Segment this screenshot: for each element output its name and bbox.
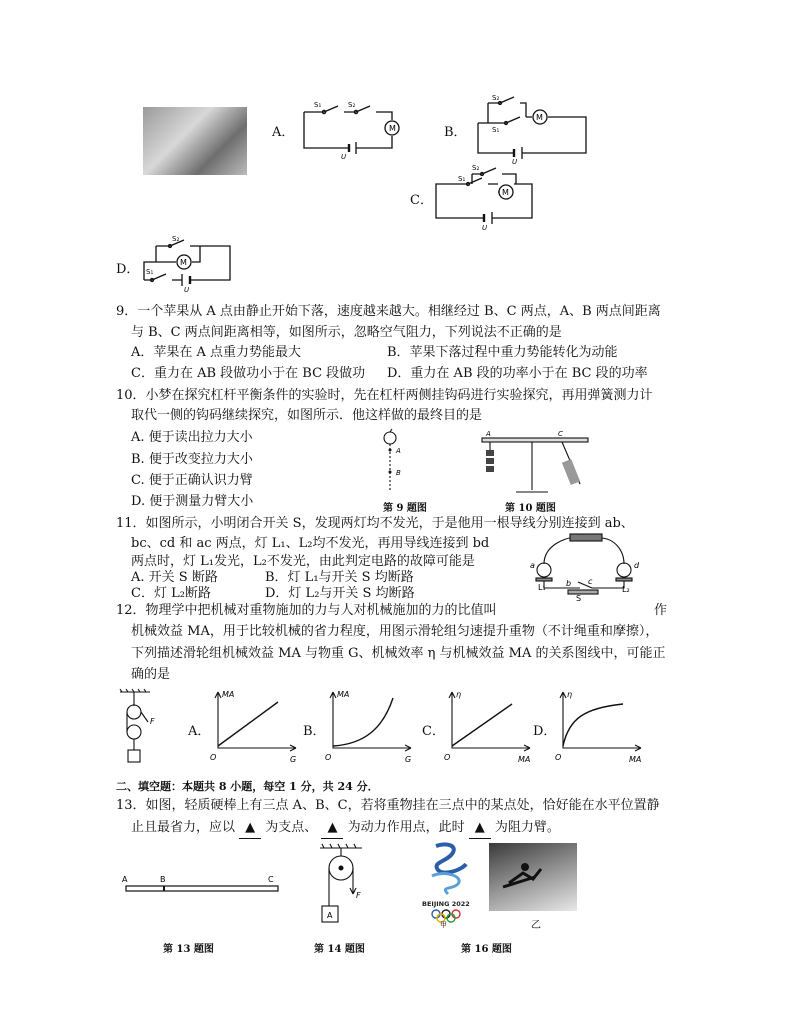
q8-circuit-d [136,232,236,292]
q10-line1: 10．小梦在探究杠杆平衡条件的实验时，先在杠杆两侧挂钩码进行实验探究，再用弹簧测力计 [116,388,653,403]
q13-text-b: 为支点、 [265,820,318,835]
q12-graph-a [210,688,302,768]
scooter-photo [143,107,247,175]
q12-graph-b-axes [330,692,411,751]
q12-graph-d-origin: O [555,753,562,762]
q9-line1: 9．一个苹果从 A 点由静止开始下落，速度越来越大。相继经过 B、C 两点，A、B 两点间距离 [116,304,661,319]
q8-s1-d: S₁ [146,268,154,276]
q8-u-a: U [341,153,347,160]
q12-graph-b-xlabel: G [405,755,412,764]
q8-circuit-a [298,98,408,160]
q11-point-a: a [530,561,535,570]
q11-line3: 两点时，灯 L₁发光，L₂不发光，由此判定电路的故障可能是 [131,554,475,569]
q11-line1: 11．如图所示，小明闭合开关 S，发现两灯均不发光，于是他用一根导线分别连接到 ab、 [116,516,634,531]
q8-circuit-b [470,93,590,165]
q11-option-c: C．灯 L₂断路 [131,586,211,601]
q8-option-d-label: D． [116,262,140,277]
q9-line2: 与 B、C 两点间距离相等，如图所示，忽略空气阻力，下列说法不正确的是 [131,325,562,340]
q12-option-b-label: B． [303,724,326,739]
q8-s1-b: S₁ [492,126,500,134]
beijing-2022-emblem [418,840,482,928]
q8-s2-b: S₂ [492,94,500,102]
q11-point-d: d [634,561,640,570]
q12-graph-b-origin: O [325,753,332,762]
q8-u-c: U [482,224,488,232]
q8-circuit-c [432,162,562,232]
q13-blank-2[interactable]: ▲ [321,818,343,839]
q12-graph-d-xlabel: MA [629,755,642,764]
q10-line2: 取代一侧的钩码继续探究，如图所示．他这样做的最终目的是 [131,408,483,423]
q16-label-jia: 甲 [440,921,447,928]
q12-line1b: 作 [654,603,668,618]
q12-option-c-label: C． [422,724,445,739]
q13-line1: 13．如图，轻质硬棒上有三点 A、B、C，若将重物挂在三点中的某点处，恰好能在水平位置静 [116,798,660,813]
q13-text-a: 止且最省力，应以 [131,820,236,835]
q13-blank-3[interactable]: ▲ [469,818,491,839]
q12-graph-a-ylabel: MA [222,690,235,699]
q10-figure-caption: 第 10 题图 [505,503,556,514]
q9-figure-caption: 第 9 题图 [383,503,427,514]
q9-option-b: B．苹果下落过程中重力势能转化为动能 [387,345,618,360]
q8-option-a-label: A． [272,125,295,140]
q13-text-c: 为动力作用点，此时 [347,820,465,835]
q12-graph-a-curve [218,702,278,746]
q12-option-a-label: A． [188,724,211,739]
q12-pulley-figure [116,688,166,766]
q8-motor-a: M [389,124,396,133]
q12-option-d-label: D． [533,724,557,739]
q10-option-b: B. 便于改变拉力大小 [131,452,253,467]
q12-graph-a-xlabel: G [290,755,297,764]
q12-line3: 下列描述滑轮组机械效益 MA 与物重 G、机械效率 η 与机械效益 MA 的关系图线中，可能正 [131,646,666,661]
q8-s2-a: S₂ [348,101,356,109]
q9-figure [376,428,416,494]
q9-option-d: D．重力在 AB 段的功率小于在 BC 段的功率 [387,366,648,381]
q8-motor-b: M [536,113,543,122]
q12-graph-c-curve [452,704,512,746]
q12-graph-b-ylabel: MA [337,690,350,699]
q13-rod-figure [118,870,288,900]
q12-graph-c-ylabel: η [456,690,462,699]
q14-force-f: F [356,891,361,900]
q12-force-f: F [150,717,155,726]
q11-option-b: B．灯 L₁与开关 S 均断路 [265,570,414,585]
q10-figure [476,430,600,498]
q9-fig-b: B [396,469,401,477]
q10-fig-c: C [558,430,563,438]
q8-u-b: U [512,158,518,165]
q12-graph-a-origin: O [210,753,217,762]
q12-graph-c [444,688,536,768]
q9-option-a: A．苹果在 A 点重力势能最大 [131,345,302,360]
q12-graph-d-ylabel: η [567,690,573,699]
q11-s: S [576,594,582,602]
q13-point-b: B [160,875,166,884]
q13-blank-1[interactable]: ▲ [239,818,261,839]
q16-label-yi: 乙 [531,920,541,931]
q8-s2-d: S₂ [172,235,180,243]
q13-point-c: C [268,875,274,884]
q12-line1: 12．物理学中把机械对重物施加的力与人对机械施加的力的比值叫 [116,603,497,618]
q12-graph-b [325,688,417,768]
snowboarder-photo [489,843,577,911]
q11-point-b: b [566,579,572,588]
q12-line2: 机械效益 MA，用于比较机械的省力程度，用图示滑轮组匀速提升重物（不计绳重和摩擦）， [131,624,659,639]
q11-point-c: c [588,577,593,586]
q11-option-d: D．灯 L₂与开关 S 均断路 [265,586,415,601]
q11-l2: L₂ [622,585,630,594]
q12-graph-b-curve [333,698,393,746]
q8-option-c-label: C． [410,193,433,208]
q12-graph-c-xlabel: MA [518,755,531,764]
q14-pulley-figure [318,842,368,928]
q8-s1-a: S₁ [314,101,322,109]
q12-graph-a-axes [215,692,296,751]
q14-block-a: A [327,911,333,920]
q10-option-a: A. 便于读出拉力大小 [131,430,253,445]
q12-line4: 确的是 [131,667,171,682]
q13-figure-caption: 第 13 题图 [163,944,214,955]
q8-motor-d: M [180,258,187,267]
q12-graph-d [555,688,647,768]
q14-figure-caption: 第 14 题图 [314,944,365,955]
q10-option-c: C. 便于正确认识力臂 [131,473,253,488]
beijing-2022-text: BEIJING 2022 [422,900,470,908]
q10-option-d: D. 便于测量力臂大小 [131,494,254,509]
q12-graph-c-axes [449,692,530,751]
q12-graph-d-axes [560,692,641,751]
q11-l1: L₁ [538,583,546,592]
q9-option-c: C．重力在 AB 段做功小于在 BC 段做功 [131,366,366,381]
q11-line2: bc、cd 和 ac 两点，灯 L₁、L₂均不发光，再用导线连接到 bd [131,536,490,551]
q11-option-a: A. 开关 S 断路 [131,570,218,585]
q8-u-d: U [184,286,190,292]
q13-line2 [131,818,560,839]
q12-graph-c-origin: O [444,753,451,762]
section-2-heading: 二、填空题：本题共 8 小题，每空 1 分，共 24 分． [116,780,379,793]
q9-fig-a: A [396,447,401,455]
q16-figure-caption: 第 16 题图 [461,944,512,955]
q12-graph-d-curve [563,704,623,746]
q8-motor-c: M [502,188,509,197]
q13-text-d: 为阻力臂。 [494,820,560,835]
q11-circuit-figure [518,530,648,602]
q8-s2-c: S₂ [472,164,480,172]
q8-option-b-label: B． [444,125,467,140]
q8-s1-c: S₁ [458,175,466,183]
q10-fig-a: A [486,430,491,438]
q13-point-a: A [122,875,128,884]
